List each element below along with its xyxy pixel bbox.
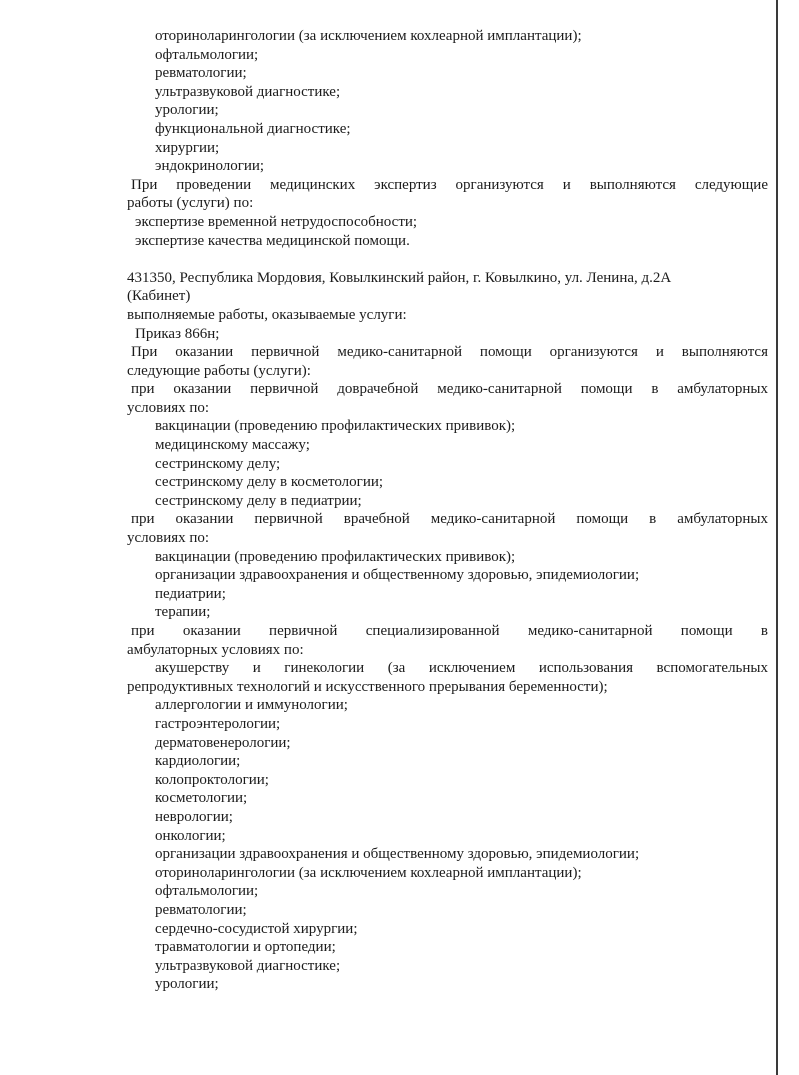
document-line: 431350, Республика Мордовия, Ковылкинский район, г. Ковылкино, ул. Ленина, д.2А [127, 269, 672, 286]
document-line: урологии; [155, 976, 219, 993]
document-line: При оказании первичной медико-санитарной помощи организуются и выполняются [131, 344, 768, 361]
page-right-border-line [776, 0, 778, 1075]
document-line: при оказании первичной специализированной медико-санитарной помощи в [131, 623, 768, 639]
document-line: косметологии; [155, 790, 248, 807]
document-line: сестринскому делу в косметологии; [155, 474, 384, 491]
document-line: терапии; [155, 604, 211, 621]
document-line: при оказании первичной врачебной медико-санитарной помощи в амбулаторных [131, 511, 768, 528]
document-line: гастроэнтерологии; [155, 715, 281, 732]
document-line: травматологии и ортопедии; [155, 939, 336, 956]
document-line: ультразвуковой диагностике; [155, 957, 341, 974]
document-line: офтальмологии; [155, 883, 259, 900]
document-line: экспертизе качества медицинской помощи. [135, 232, 410, 249]
document-line: урологии; [155, 102, 219, 119]
document-line: аллергологии и иммунологии; [155, 697, 348, 714]
document-line: следующие работы (услуги): [127, 362, 311, 379]
document-line: эндокринологии; [155, 158, 265, 175]
document-line: (Кабинет) [127, 288, 191, 305]
document-line: колопроктологии; [155, 771, 269, 788]
document-line: сестринскому делу в педиатрии; [155, 492, 362, 509]
document-line: амбулаторных условиях по: [127, 641, 304, 658]
document-line: сердечно-сосудистой хирургии; [155, 920, 358, 937]
document-line: кардиологии; [155, 753, 241, 770]
document-line: хирургии; [155, 139, 220, 156]
document-line: вакцинации (проведению профилактических прививок); [155, 548, 516, 565]
document-line: медицинскому массажу; [155, 437, 310, 454]
document-line: дерматовенерологии; [155, 734, 291, 751]
document-line: работы (услуги) по: [127, 195, 254, 212]
blank-line [127, 250, 768, 269]
document-line: офтальмологии; [155, 46, 259, 63]
document-line: оториноларингологии (за исключением кохлеарной имплантации); [155, 28, 582, 44]
document-line: организации здравоохранения и общественному здоровью, эпидемиологии; [155, 567, 640, 584]
document-line: выполняемые работы, оказываемые услуги: [127, 306, 407, 323]
document-line: при оказании первичной доврачебной медико-санитарной помощи в амбулаторных [131, 381, 768, 398]
document-line: функциональной диагностике; [155, 120, 351, 137]
document-line: сестринскому делу; [155, 455, 281, 472]
document-line: экспертизе временной нетрудоспособности; [135, 213, 418, 230]
document-line: оториноларингологии (за исключением кохлеарной имплантации); [155, 864, 582, 881]
document-line: ультразвуковой диагностике; [155, 83, 341, 100]
document-line: ревматологии; [155, 65, 247, 82]
document-line: педиатрии; [155, 585, 226, 602]
document-line: ревматологии; [155, 901, 247, 918]
document-line: При проведении медицинских экспертиз организуются и выполняются следующие [131, 176, 768, 193]
document-line: условиях по: [127, 530, 210, 547]
document-line: условиях по: [127, 399, 210, 416]
document-line: организации здравоохранения и общественному здоровью, эпидемиологии; [155, 846, 640, 863]
document-line: неврологии; [155, 808, 233, 825]
document-line: вакцинации (проведению профилактических прививок); [155, 418, 516, 435]
document-line: онкологии; [155, 827, 226, 844]
document-line: Приказ 866н; [135, 325, 220, 342]
document-line: акушерству и гинекологии (за исключением использования вспомогательных [155, 660, 768, 677]
document-lines [127, 27, 768, 994]
document-line: репродуктивных технологий и искусственного прерывания беременности); [127, 678, 608, 695]
